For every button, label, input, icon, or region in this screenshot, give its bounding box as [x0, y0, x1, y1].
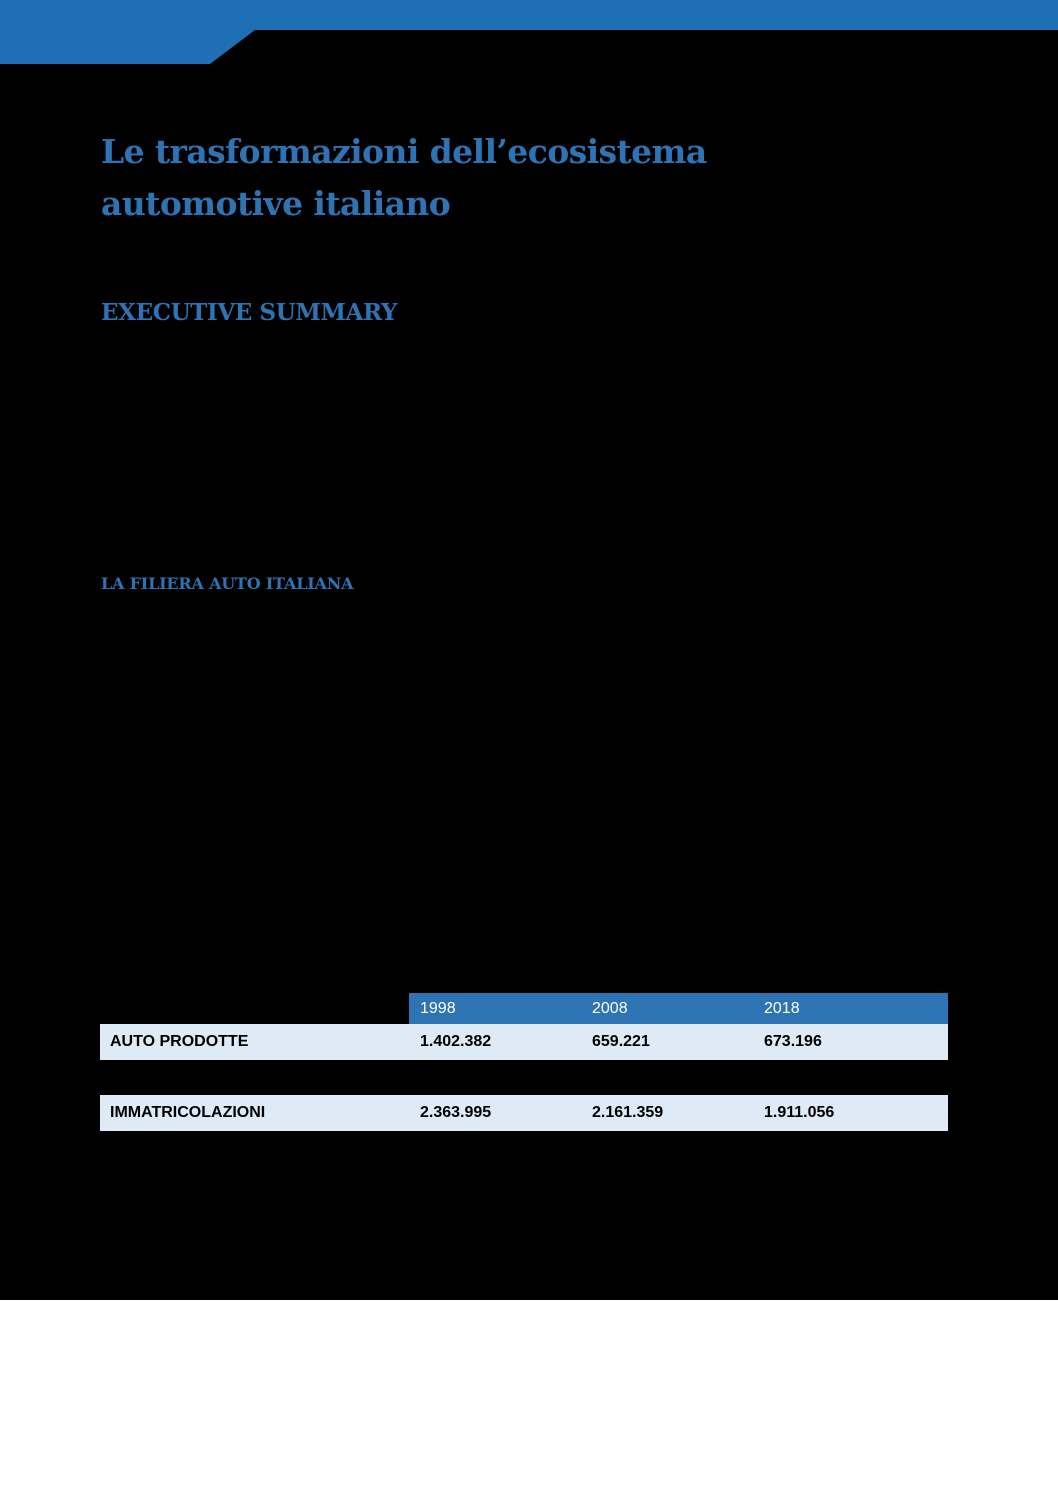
table-row-auto-prodotte	[100, 1024, 948, 1060]
table-cell: 659.221	[592, 1033, 650, 1050]
row-label: AUTO PRODOTTE	[110, 1033, 249, 1050]
table-cell: 2.161.359	[592, 1104, 664, 1121]
table-header-row	[100, 993, 948, 1024]
row-label: IMMATRICOLAZIONI	[110, 1104, 266, 1121]
table-row-immatricolazioni	[100, 1095, 948, 1131]
document-title	[101, 126, 861, 230]
banner-shape	[0, 0, 1058, 64]
table-cell: 673.196	[764, 1033, 822, 1050]
top-banner	[0, 0, 1058, 66]
table-header-band	[409, 993, 948, 1024]
document-title-line-1: Le trasformazioni dell’ecosistema	[101, 132, 707, 171]
production-registration-table	[100, 993, 948, 1131]
table-cell: 1.402.382	[420, 1033, 492, 1050]
table-header-2008: 2008	[592, 1000, 628, 1017]
table-cell: 2.363.995	[420, 1104, 492, 1121]
document-title-line-2: automotive italiano	[101, 184, 451, 223]
table-header-1998: 1998	[420, 1000, 456, 1017]
filiera-heading: LA FILIERA AUTO ITALIANA	[101, 574, 354, 593]
table-header-2018: 2018	[764, 1000, 800, 1017]
executive-summary-heading: EXECUTIVE SUMMARY	[101, 299, 397, 326]
table-cell: 1.911.056	[764, 1104, 835, 1121]
